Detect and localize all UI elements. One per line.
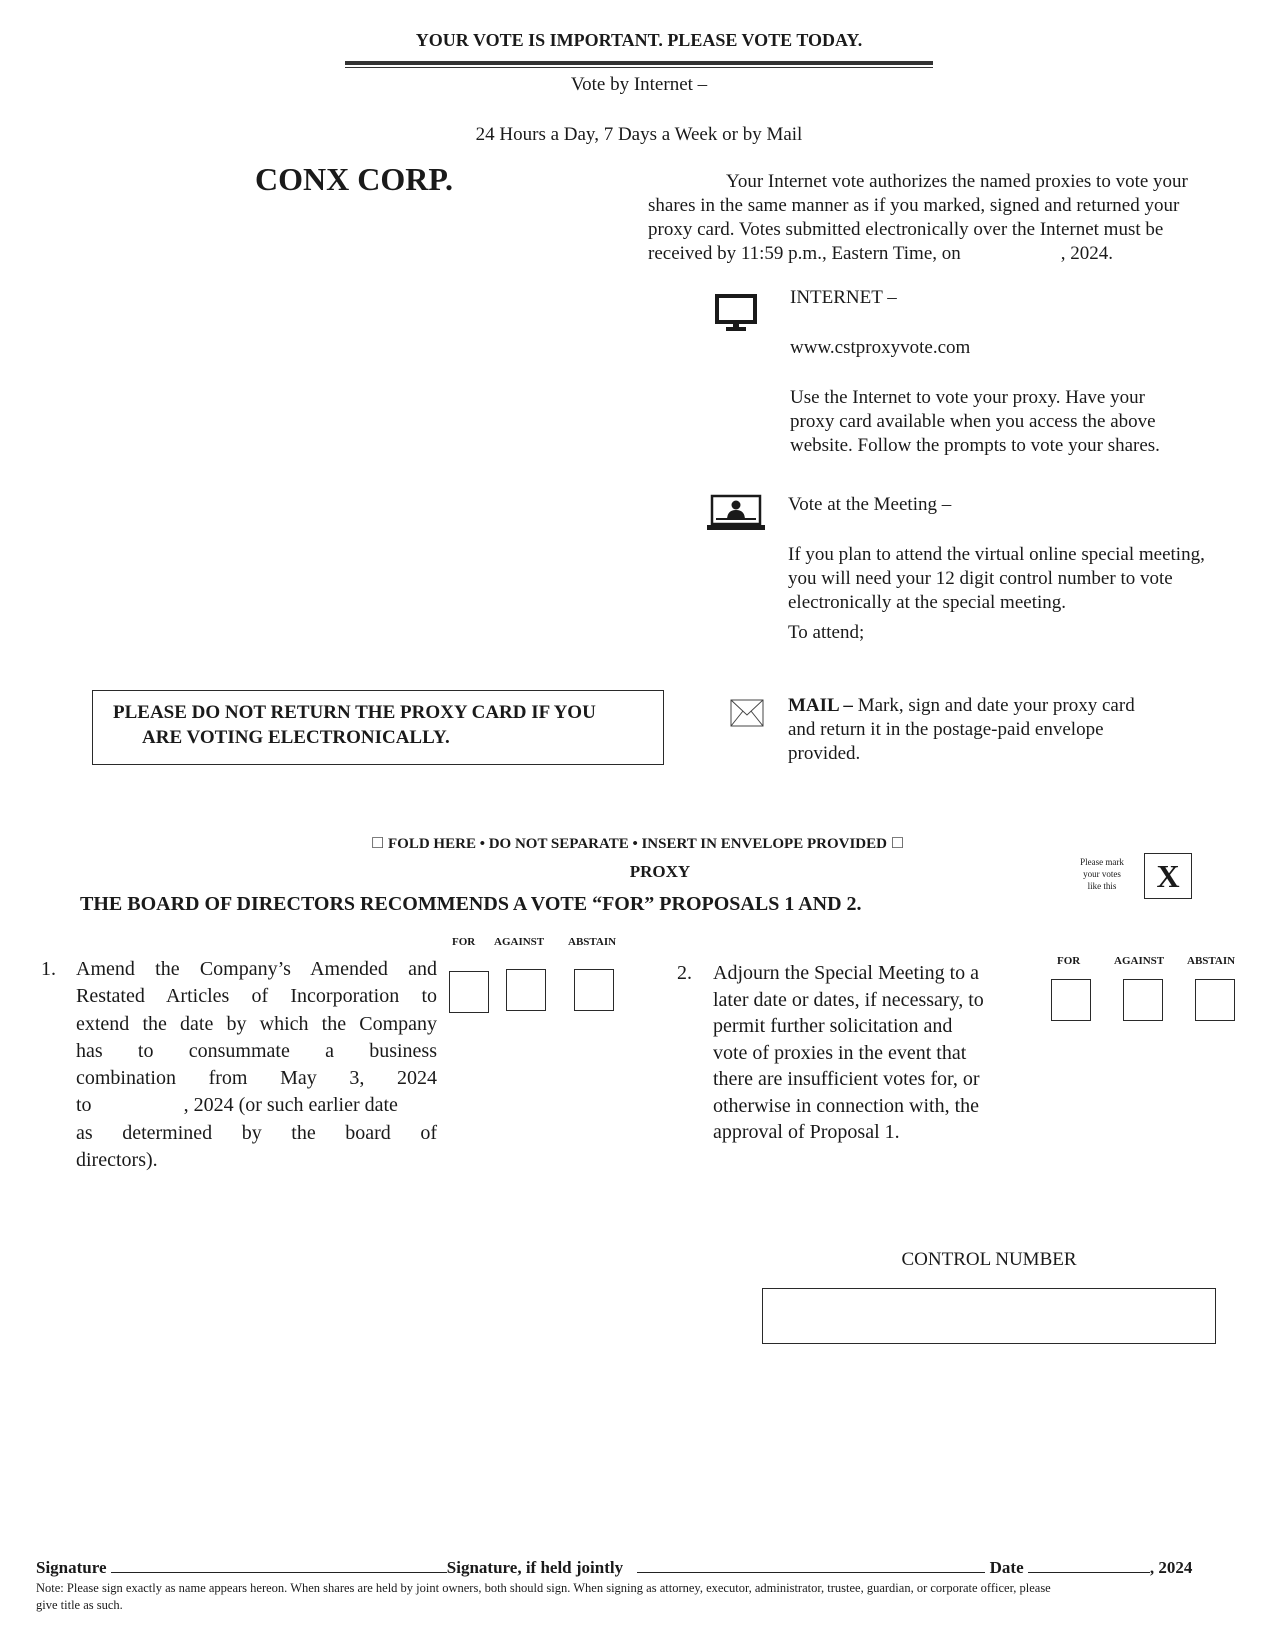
envelope-icon: [730, 699, 764, 727]
p2-for-header: FOR: [1057, 955, 1081, 967]
laptop-meeting-icon: [706, 494, 766, 532]
intro-paragraph: [648, 170, 1238, 266]
proposal-2-text: Adjourn the Special Meeting to a later date or dates, if necessary, to permit further solicitation and vote of proxies in the event that there are insufficient votes for, or otherwise in connection with, the approval of Proposal 1.: [713, 962, 984, 1143]
date-field[interactable]: [1028, 1558, 1150, 1573]
headline: YOUR VOTE IS IMPORTANT. PLEASE VOTE TODAY.: [415, 30, 863, 50]
proxy-title: PROXY: [629, 862, 691, 881]
mail-instructions: MAIL – Mark, sign and date your proxy card and return it in the postage-paid envelope provided.: [788, 695, 1135, 764]
joint-signature-label: Signature, if held jointly: [446, 1558, 624, 1577]
signature-label: Signature: [36, 1558, 107, 1577]
p1-for-header: FOR: [452, 936, 476, 948]
company-name: CONX CORP.: [255, 161, 453, 197]
signature-note: Note: Please sign exactly as name appears hereon. When shares are held by joint owners, both should sign. When signing as attorney, executor, administrator, trustee, guardian, or corporate officer, please give title as such.: [36, 1581, 1051, 1612]
header-rule-thin: [345, 67, 933, 68]
p2-abstain-checkbox[interactable]: [1195, 979, 1235, 1021]
joint-signature-field[interactable]: [637, 1558, 985, 1573]
date-label: Date: [989, 1558, 1024, 1577]
p1-against-header: AGAINST: [494, 936, 545, 948]
notice-line: PLEASE DO NOT RETURN THE PROXY CARD IF YOU: [113, 702, 596, 723]
intro-line: received by 11:59 p.m., Eastern Time, on , 2024.: [648, 243, 1113, 264]
header-rule: [345, 61, 933, 65]
intro-line: Your Internet vote authorizes the named proxies to vote your: [726, 171, 1188, 192]
do-not-return-notice: [92, 690, 664, 765]
p1-for-checkbox[interactable]: [449, 971, 489, 1013]
mark-instructions: Please mark your votes like this: [1080, 857, 1124, 891]
internet-url[interactable]: www.cstproxyvote.com: [790, 337, 971, 358]
p1-against-checkbox[interactable]: [506, 969, 546, 1011]
signature-field[interactable]: [111, 1558, 447, 1573]
notice-line: ARE VOTING ELECTRONICALLY.: [142, 727, 450, 748]
proposal-2-number: 2.: [677, 962, 692, 984]
p2-against-checkbox[interactable]: [1123, 979, 1163, 1021]
control-number-label: CONTROL NUMBER: [901, 1249, 1077, 1270]
p2-abstain-header: ABSTAIN: [1187, 955, 1236, 967]
intro-line: proxy card. Votes submitted electronically over the Internet must be: [648, 219, 1164, 240]
signature-row: [36, 1558, 1241, 1578]
hours-text: 24 Hours a Day, 7 Days a Week or by Mail: [475, 124, 803, 145]
meeting-title: Vote at the Meeting –: [788, 494, 952, 515]
proposal-1-number: 1.: [41, 958, 56, 980]
p1-abstain-header: ABSTAIN: [568, 936, 617, 948]
intro-line: shares in the same manner as if you marked, signed and returned your: [648, 195, 1180, 216]
date-year: , 2024: [1149, 1558, 1193, 1577]
proposal-1-text: Amend the Company’s Amended and Restated Articles of Incorporation to extend the date by which the Company has to consummate a business combination from May 3, 2024 to , 2024 (or such earlier date as determined by the board of directors).: [76, 958, 437, 1172]
p2-against-header: AGAINST: [1114, 955, 1165, 967]
internet-instructions: Use the Internet to vote your proxy. Have your proxy card available when you access the above website. Follow the prompts to vote your shares.: [790, 387, 1160, 456]
meeting-instructions: If you plan to attend the virtual online special meeting, you will need your 12 digit control number to vote electronically at the special meeting. To attend;: [788, 544, 1205, 643]
board-recommendation: THE BOARD OF DIRECTORS RECOMMENDS A VOTE “FOR” PROPOSALS 1 AND 2.: [80, 893, 862, 915]
mark-example-x: X: [1144, 853, 1192, 899]
control-number-box[interactable]: [762, 1288, 1216, 1344]
p2-for-checkbox[interactable]: [1051, 979, 1091, 1021]
fold-instructions: ☐ FOLD HERE • DO NOT SEPARATE • INSERT IN ENVELOPE PROVIDED ☐: [370, 836, 905, 852]
vote-by-internet: Vote by Internet –: [570, 74, 708, 95]
monitor-icon: [714, 294, 758, 334]
p1-abstain-checkbox[interactable]: [574, 969, 614, 1011]
internet-title: INTERNET –: [790, 287, 897, 308]
